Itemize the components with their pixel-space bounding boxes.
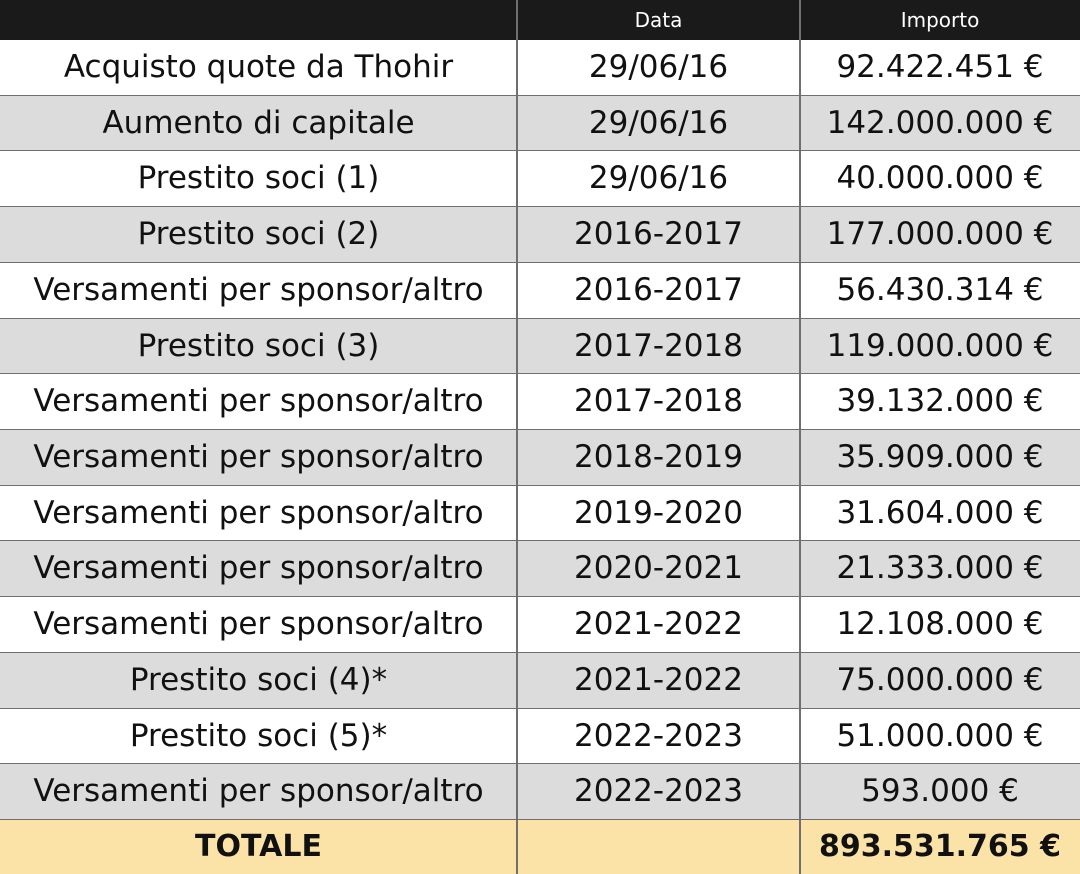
table-row: [0, 207, 1080, 263]
total-row: [0, 820, 1080, 874]
table-row: [0, 263, 1080, 319]
row-date: 2016-2017: [574, 271, 743, 308]
row-amount: 51.000.000 €: [836, 717, 1044, 754]
row-date: 2018-2019: [574, 438, 743, 475]
row-date: 2017-2018: [574, 327, 743, 364]
row-amount: 75.000.000 €: [836, 661, 1044, 698]
row-description: Prestito soci (2): [137, 216, 380, 253]
row-amount: 92.422.451 €: [836, 49, 1044, 85]
row-amount: 593.000 €: [861, 773, 1019, 810]
row-amount: 31.604.000 €: [836, 494, 1044, 531]
row-date: 2022-2023: [574, 773, 743, 810]
row-description: Prestito soci (1): [137, 160, 380, 197]
row-date: 2019-2020: [574, 494, 743, 531]
row-description: Versamenti per sponsor/altro: [33, 550, 484, 587]
row-date: 2017-2018: [574, 383, 743, 420]
row-amount: 40.000.000 €: [836, 160, 1044, 197]
row-description: Prestito soci (3): [137, 327, 380, 364]
table-row: [0, 430, 1080, 486]
table-row: [0, 597, 1080, 653]
row-description: Prestito soci (5)*: [129, 717, 388, 754]
row-description: Versamenti per sponsor/altro: [33, 438, 484, 475]
header-description: [0, 0, 517, 40]
row-description: Versamenti per sponsor/altro: [33, 494, 484, 531]
table-row: [0, 96, 1080, 152]
row-date: 29/06/16: [588, 49, 729, 85]
table-row: [0, 486, 1080, 542]
row-amount: 177.000.000 €: [826, 216, 1054, 253]
table-row: [0, 319, 1080, 375]
header-date: Data: [634, 8, 683, 32]
table-row: [0, 374, 1080, 430]
row-amount: 35.909.000 €: [836, 438, 1044, 475]
row-amount: 21.333.000 €: [836, 550, 1044, 587]
table-row: [0, 709, 1080, 765]
row-date: 2021-2022: [574, 661, 743, 698]
row-amount: 119.000.000 €: [826, 327, 1054, 364]
total-amount: 893.531.765 €: [819, 829, 1061, 864]
column-divider: [799, 0, 801, 874]
row-description: Versamenti per sponsor/altro: [33, 271, 484, 308]
table-row: [0, 151, 1080, 207]
table-row: [0, 764, 1080, 820]
column-divider: [516, 0, 518, 874]
row-description: Prestito soci (4)*: [129, 661, 388, 698]
row-date: 2021-2022: [574, 606, 743, 643]
header-amount: Importo: [900, 8, 980, 32]
row-amount: 142.000.000 €: [826, 104, 1054, 141]
row-description: Acquisto quote da Thohir: [63, 49, 454, 85]
total-label: TOTALE: [195, 829, 322, 864]
row-amount: 12.108.000 €: [836, 606, 1044, 643]
row-amount: 56.430.314 €: [836, 271, 1044, 308]
row-date: 2020-2021: [574, 550, 743, 587]
table-header: [0, 0, 1080, 40]
row-description: Versamenti per sponsor/altro: [33, 606, 484, 643]
row-date: 29/06/16: [588, 160, 729, 197]
table-row: [0, 40, 1080, 96]
row-date: 2016-2017: [574, 216, 743, 253]
row-date: 29/06/16: [588, 104, 729, 141]
row-description: Aumento di capitale: [102, 104, 415, 141]
table-row: [0, 541, 1080, 597]
row-amount: 39.132.000 €: [836, 383, 1044, 420]
total-date: [517, 820, 800, 874]
row-date: 2022-2023: [574, 717, 743, 754]
row-description: Versamenti per sponsor/altro: [33, 773, 484, 810]
table-row: [0, 653, 1080, 709]
row-description: Versamenti per sponsor/altro: [33, 383, 484, 420]
